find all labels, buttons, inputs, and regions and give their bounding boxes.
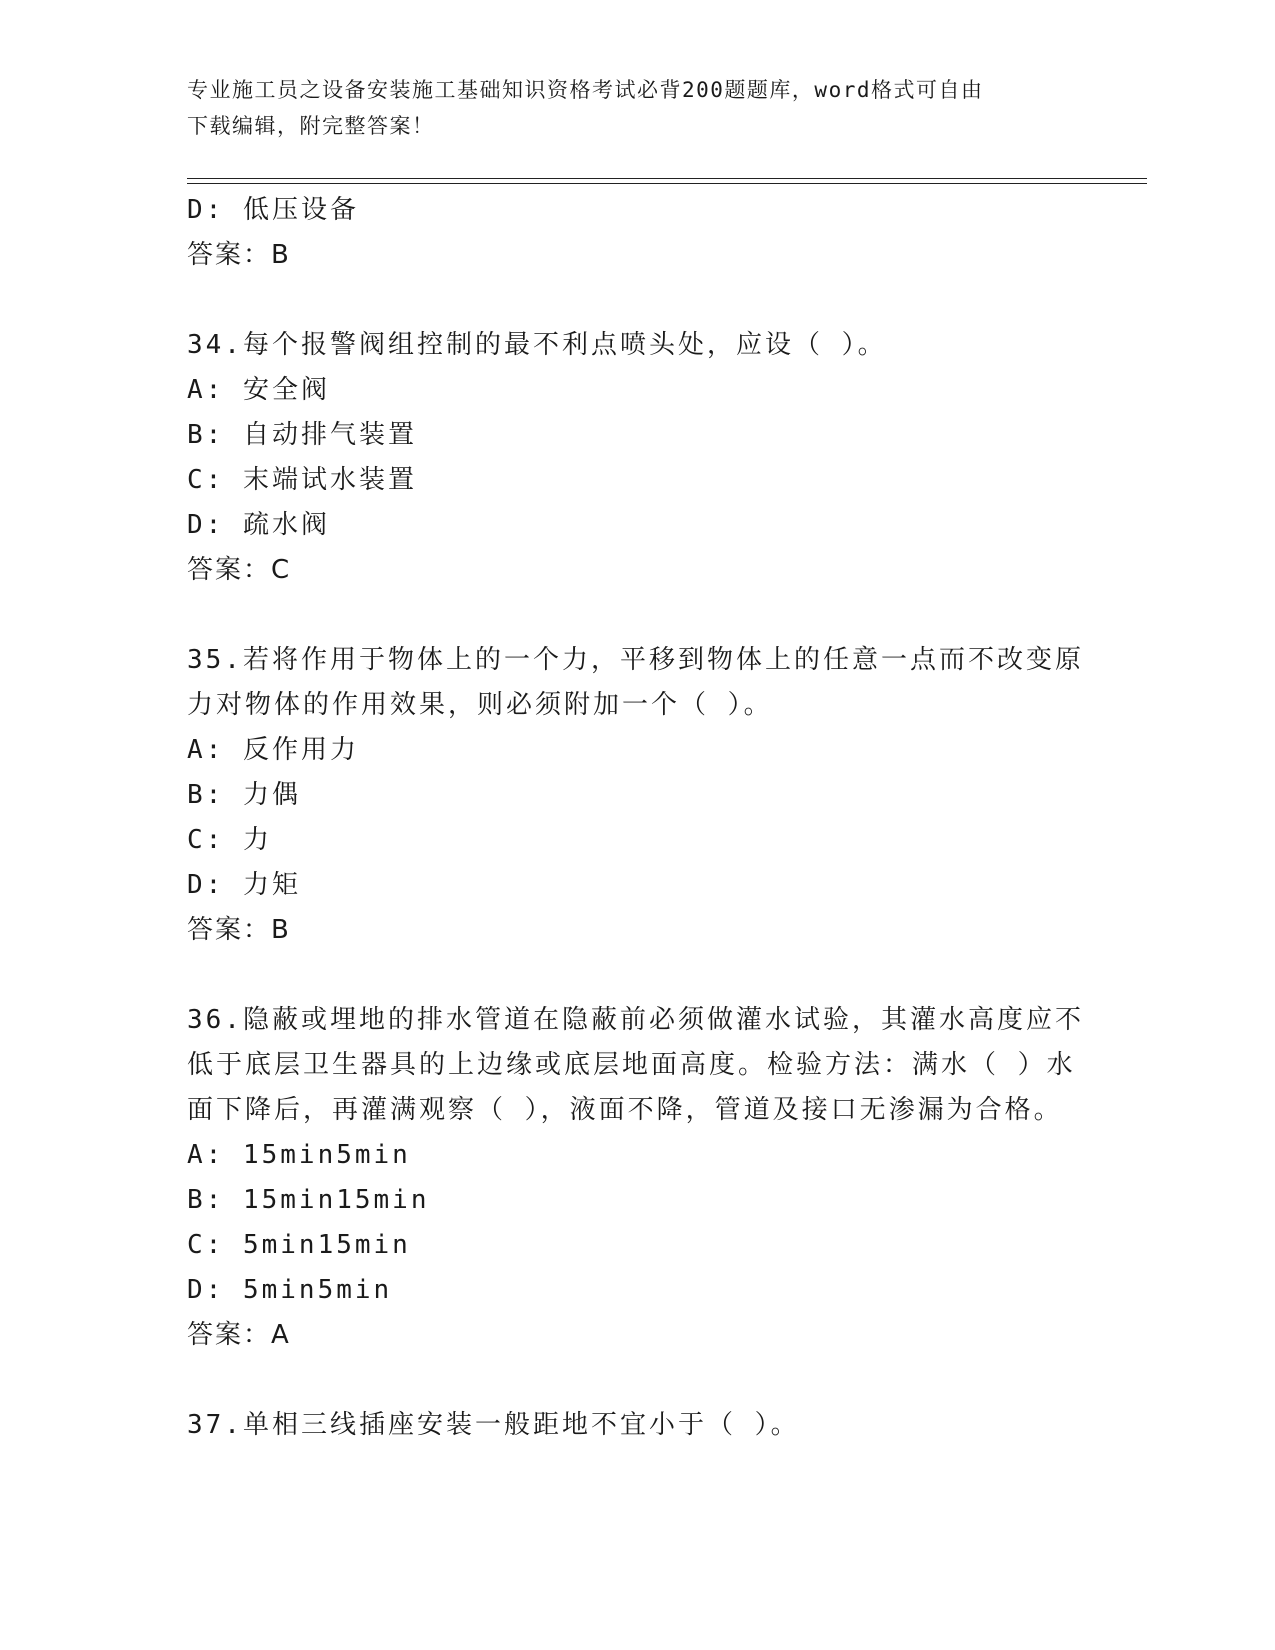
header-divider-top	[187, 178, 1147, 179]
question-stem-line-2: 低于底层卫生器具的上边缘或底层地面高度。检验方法：满水（ ）水	[187, 1050, 1076, 1080]
answer-label: 答案：A	[187, 1320, 291, 1350]
option-c: C: 力	[187, 825, 272, 855]
question-34	[187, 323, 1067, 593]
question-36	[187, 998, 1084, 1358]
option-c: C: 末端试水装置	[187, 465, 417, 495]
option-d: D: 5min5min	[187, 1275, 393, 1305]
option-d: D: 力矩	[187, 870, 301, 900]
question-stem: 34.每个报警阀组控制的最不利点喷头处，应设（ ）。	[187, 330, 887, 360]
option-b: B: 力偶	[187, 780, 301, 810]
document-header	[187, 72, 1067, 144]
option-d: D: 低压设备	[187, 195, 359, 225]
option-a: A: 反作用力	[187, 735, 359, 765]
question-stem-line-3: 面下降后，再灌满观察（ ），液面不降，管道及接口无渗漏为合格。	[187, 1095, 1063, 1125]
question-stem-line-1: 36.隐蔽或埋地的排水管道在隐蔽前必须做灌水试验，其灌水高度应不	[187, 1005, 1084, 1035]
option-c: C: 5min15min	[187, 1230, 411, 1260]
question-33-tail	[187, 188, 1067, 278]
answer-label: 答案：B	[187, 240, 291, 270]
question-stem: 37.单相三线插座安装一般距地不宜小于（ ）。	[187, 1410, 800, 1440]
question-35	[187, 638, 1084, 953]
option-b: B: 15min15min	[187, 1185, 430, 1215]
header-line-1: 专业施工员之设备安装施工基础知识资格考试必背200题题库，word格式可自由	[187, 78, 984, 102]
header-divider-bottom	[187, 183, 1147, 184]
question-37	[187, 1403, 1067, 1448]
question-list	[187, 188, 1084, 1448]
answer-label: 答案：B	[187, 915, 291, 945]
answer-label: 答案：C	[187, 555, 292, 585]
question-stem-line-1: 35.若将作用于物体上的一个力，平移到物体上的任意一点而不改变原	[187, 645, 1084, 675]
option-a: A: 安全阀	[187, 375, 330, 405]
option-b: B: 自动排气装置	[187, 420, 417, 450]
question-stem-line-2: 力对物体的作用效果，则必须附加一个（ ）。	[187, 690, 773, 720]
header-line-2: 下载编辑，附完整答案！	[187, 114, 435, 138]
option-d: D: 疏水阀	[187, 510, 330, 540]
option-a: A: 15min5min	[187, 1140, 411, 1170]
